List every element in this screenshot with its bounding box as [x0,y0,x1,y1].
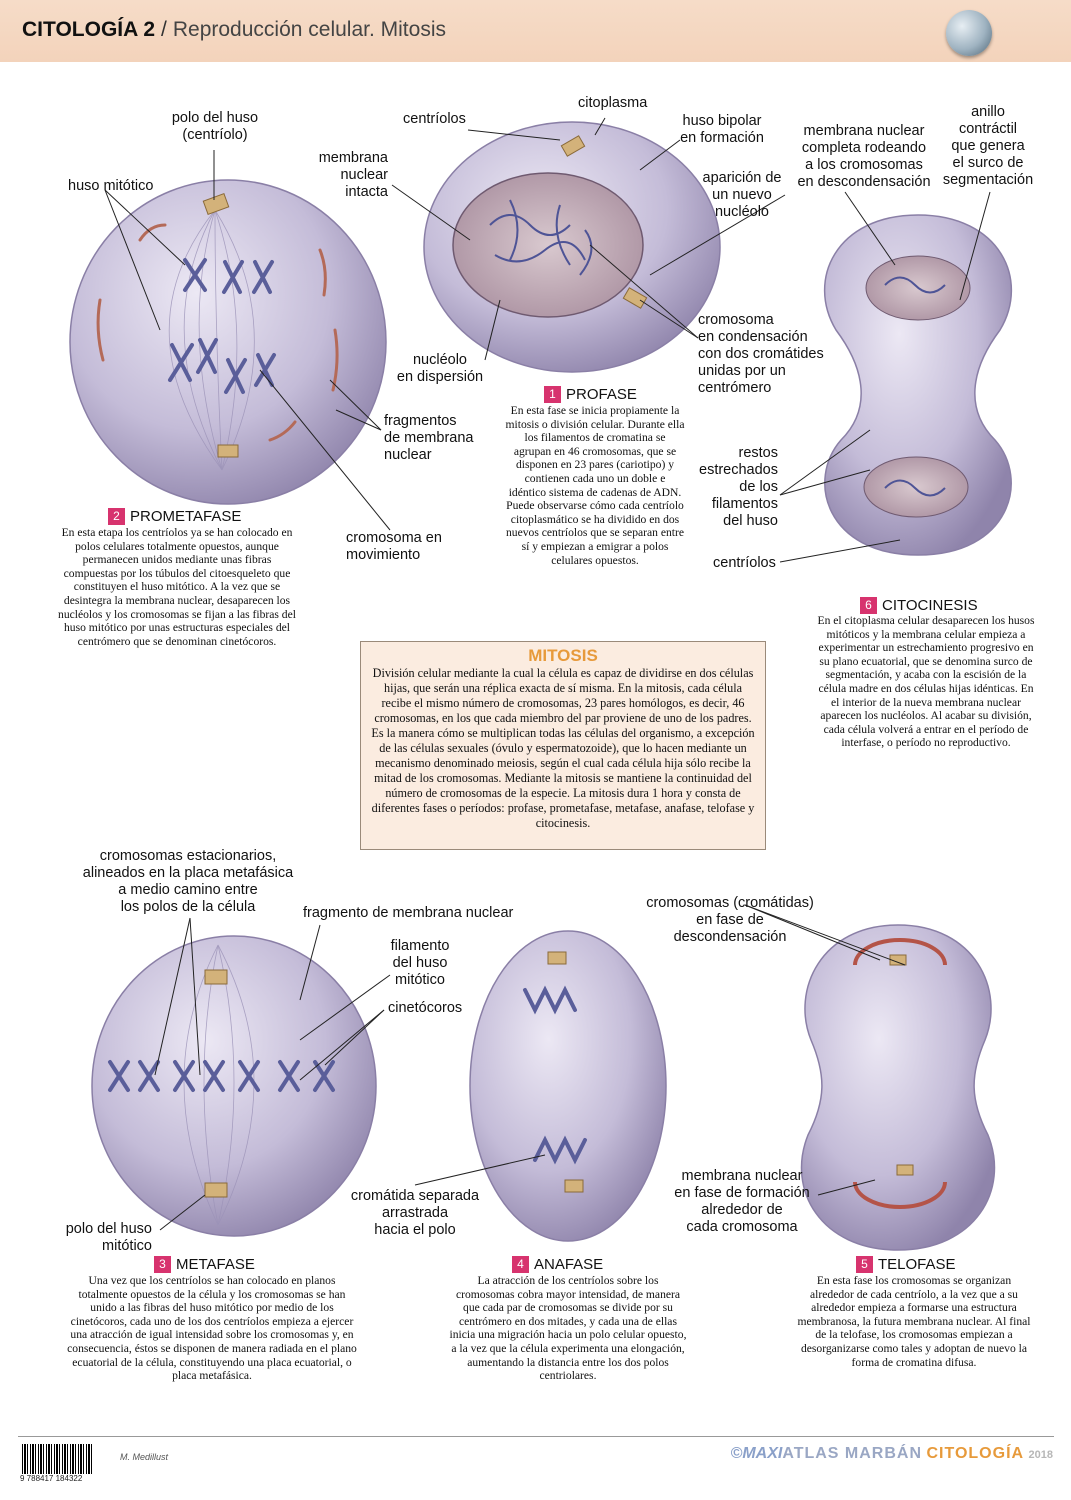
phase-text-profase: En esta fase se inicia propiamente la mitosis o división celular. Durante ella los filamentos de cromatina se agrupan en 46 cromosomas, que se disponen en 23 pares (cariotipo) y contienen cada uno un doble e idéntico sistema de cadenas de ADN. Puede observarse cómo cada centríolo citoplasmático se ha dividido en dos nuevos centríolos que se separan entre sí y empiezan a emigrar a polos celulares opuestos. [505,404,685,567]
label-polo-huso-mitotico: polo del huso mitótico [65,1221,152,1254]
phase-heading-anafase: 4 ANAFASE [512,1256,603,1273]
label-cromosomas-estacionarios: cromosomas estacionarios, alineados en la placa metafásica a medio camino entre los polos de la célula [82,848,294,915]
cell-telofase [802,925,995,1250]
phase-text-prometafase: En esta etapa los centríolos ya se han colocado en polos celulares totalmente opuestos, aunque permanecen unidos mediante unas fibras compuestas por los túbulos del citoesqueleto que constituyen el huso mitótico. A la vez que se desintegra la membrana nuclear, desaparecen los nucléolos y los cromosomas se fijan a las fibras del huso mitótico por unas estructuras especiales del centrómero que se denominan cinetócoros. [58,526,296,648]
label-filamento-huso: filamento del huso mitótico [390,938,450,988]
centriole-icon [205,1183,227,1197]
cell-citocinesis [825,215,1012,555]
barcode-number: 9 788417 184322 [20,1474,83,1483]
label-cromosoma-movimiento: cromosoma en movimiento [346,530,442,563]
cell-metafase [92,936,376,1236]
mitosis-definition-box [360,641,766,850]
phase-heading-prometafase: 2 PROMETAFASE [108,508,241,525]
label-fragmentos-membrana: fragmentos de membrana nuclear [384,413,474,463]
phase-text-anafase: La atracción de los centríolos sobre los cromosomas cobra mayor intensidad, de manera que cada par de cromosomas se divide por su centrómero en dos mitades, y cada una de ellas inicia una migración hacia un polo celular opuesto, a la vez que la célula experimenta una elongación, aumentando la distancia entre los dos polos centriolares. [449,1274,687,1383]
title-subtitle: Reproducción celular. Mitosis [172,18,446,41]
label-membrana-completa: membrana nuclear completa rodeando a los cromosomas en descondensación [797,123,931,190]
label-huso-mitotico: huso mitótico [68,178,154,194]
publisher-logo: M. Medillust [120,1452,169,1462]
label-membrana-intacta: membrana nuclear intacta [318,150,388,200]
label-centriolos-bottom: centríolos [713,555,776,571]
label-aparicion-nucleolo: aparición de un nuevo nucléolo [702,170,782,220]
mitosis-box-title: MITOSIS [528,646,598,665]
phase-text-metafase: Una vez que los centríolos se han colocado en planos totalmente opuestos de la célula y los cromosomas se han unido a las fibras del huso mitótico por medio de los cinetócoros, cada uno de los dos centríolos empieza a ejercer una atracción de igual intensidad sobre los cromosomas y, en consecuencia, éstos se disponen de manera radiada en el plano ecuatorial de la célula, constituyendo una placa ecuatorial, o placa metafásica. [67,1274,357,1383]
centriole-icon [548,952,566,964]
cell-anafase [470,931,666,1241]
footer-brand: ©MAXIATLAS MARBÁN CITOLOGÍA 2018 [730,1445,1053,1462]
label-fragmento-membrana: fragmento de membrana nuclear [303,905,514,921]
label-membrana-formacion: membrana nuclear en fase de formación alrededor de cada cromosoma [674,1168,810,1235]
label-cromatida-separada: cromátida separada arrastrada hacia el polo [350,1188,480,1238]
phase-text-telofase: En esta fase los cromosomas se organizan alrededor de cada centríolo, a la vez que a su alrededor empieza a formarse una estructura membranosa, la futura membrana nuclear. Al final de la telofase, los cromosomas empiezan a desorganizarse como tales y adoptan de nuevo la forma de cromatina difusa. [797,1274,1031,1369]
phase-heading-telofase: 5 TELOFASE [856,1256,956,1273]
cell-prometafase [70,180,386,504]
phase-heading-metafase: 3 METAFASE [154,1256,255,1273]
label-nucleolo-dispersion: nucléolo en dispersión [396,352,484,385]
label-polo-huso: polo del huso (centríolo) [171,110,259,143]
centriole-icon [205,970,227,984]
cell-profase [424,122,720,372]
phase-heading-profase: 1 PROFASE [544,386,637,403]
label-citoplasma: citoplasma [578,95,648,111]
mitosis-box-text: División celular mediante la cual la célula es capaz de dividirse en dos células hijas, que serán una réplica exacta de sí misma. En la mitosis, cada célula recibe el mismo número de cromosomas, 23 pares homólogos, es decir, 46 cromosomas, en los que cada miembro del par proviene de uno de los padres. Es la manera cómo se multiplican todas las células del organismo, a excepción de las células sexuales (óvulo y espermatozoide), que lo hacen mediante un mecanismo denominado meiosis, según el cual cada célula hija sólo recibe la mitad de los cromosomas. Mediante la mitosis se mantiene la continuidad del número de cromosomas de la especie. La mitosis dura 1 hora y consta de diferentes fases o períodos: profase, prometafase, metafase, anafase, telofase y citocinesis. [371,666,755,830]
phase-text-citocinesis: En el citoplasma celular desaparecen los husos mitóticos y la membrana celular empieza a experimentar un estrechamiento progresivo en su plano ecuatorial, que se denomina surco de segmentación, y acaba con la escisión de la célula madre en dos células hijas idénticas. En el interior de la nueva membrana nuclear aparecen los nucléolos. Al acabar su división, cada célula volverá a entrar en el período de interfase, o período no reproductivo. [817,614,1035,750]
label-cinetocoros: cinetócoros [388,1000,463,1016]
phase-heading-citocinesis: 6 CITOCINESIS [860,597,978,614]
label-cromosoma-condensacion: cromosoma en condensación con dos cromátides unidas por un centrómero [698,312,824,396]
footer-divider [18,1436,1054,1437]
label-centriolos-top: centríolos [403,111,466,127]
title-bold: CITOLOGÍA 2 [22,18,156,41]
title-separator: / [161,18,167,41]
barcode-icon [22,1444,94,1474]
centriole-icon [565,1180,583,1192]
label-anillo: anillo contráctil que genera el surco de segmentación [942,104,1034,188]
centriole-icon [897,1165,913,1175]
label-restos-filamentos: restos estrechados de los filamentos del huso [699,445,778,529]
label-cromosomas-cromatidas: cromosomas (cromátidas) en fase de descondensación [646,895,814,945]
label-huso-bipolar: huso bipolar en formación [680,113,764,146]
centriole-icon [218,445,238,457]
